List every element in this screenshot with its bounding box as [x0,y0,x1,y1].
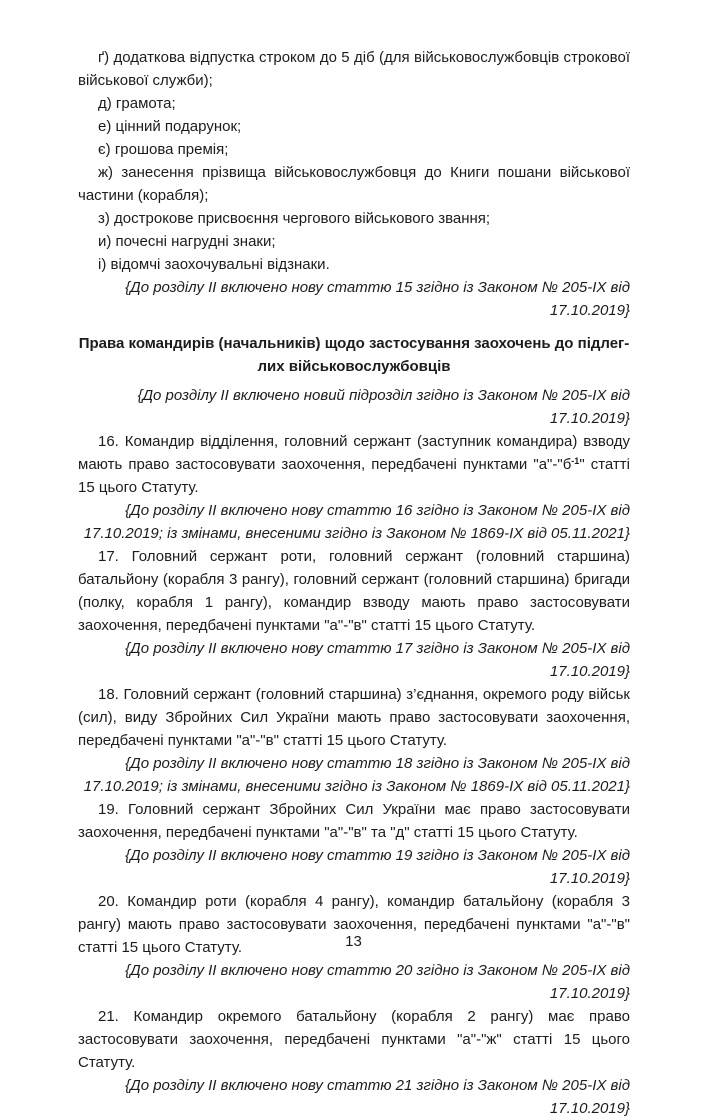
amendment-note-article-16: {До розділу II включено нову статтю 16 згідно із Законом № 205-IX від 17.10.2019; із змінами, внесеними згідно із Законом № 1869-IX від 05.11.2021} [83,502,630,542]
section-heading-line: Права командирів (начальників) щодо застосування заохочень до підлег- [78,335,630,352]
document-body [78,46,630,1120]
amendment-note-subsection: {До розділу II включено новий підрозділ згідно із Законом № 205-IX від 17.10.2019} [137,387,630,427]
statute-article-21: 21. Командир окремого батальйону (корабля 2 рангу) має право застосовувати заохочення, передбачені пунктами "а"-"ж" статті 15 цього Статуту. [78,1008,630,1071]
statute-article-18: 18. Головний сержант (головний старшина) з’єднання, окремого роду військ (сил), виду Збройних Сил України мають право застосовувати заохочення, передбачені пунктами "а"-"в" статті 15 цього Статуту. [78,686,630,749]
list-item-i: і) відомчі заохочувальні відзнаки. [98,256,330,273]
statute-article-19: 19. Головний сержант Збройних Сил України має право застосовувати заохочення, передбачені пунктами "а"-"в" та "д" статті 15 цього Статуту. [78,801,630,841]
superscript-mark: -1 [571,456,580,466]
page-number: 13 [345,933,362,950]
paragraph-text: 16. Командир відділення, головний сержант (заступник командира) взводу мають право застосовувати заохочення, передбачені пунктами "а"-"б [78,433,630,473]
amendment-note-article-17: {До розділу II включено нову статтю 17 згідно із Законом № 205-IX від 17.10.2019} [125,640,630,680]
list-item-zh: ж) занесення прізвища військовослужбовця до Книги пошани військової частини (корабля); [78,164,630,204]
list-item-g: ґ) додаткова відпустка строком до 5 діб (для військовослужбовців строкової військової служби); [78,49,630,89]
amendment-note-article-15: {До розділу II включено нову статтю 15 згідно із Законом № 205-IX від 17.10.2019} [125,279,630,319]
list-item-y: и) почесні нагрудні знаки; [98,233,276,250]
list-item-z: з) дострокове присвоєння чергового військового звання; [98,210,491,227]
statute-article-20: 20. Командир роти (корабля 4 рангу), командир батальйону (корабля 3 рангу) мають право застосовувати заохочення, передбачені пунктами "а"-"в" статті 15 цього Статуту. [78,893,630,956]
amendment-note-article-21: {До розділу II включено нову статтю 21 згідно із Законом № 205-IX від 17.10.2019} [125,1077,630,1117]
amendment-note-article-19: {До розділу II включено нову статтю 19 згідно із Законом № 205-IX від 17.10.2019} [125,847,630,887]
statute-article-16 [78,430,630,499]
list-item-e: е) цінний подарунок; [98,118,242,135]
section-heading [78,332,630,378]
amendment-note-article-20: {До розділу II включено нову статтю 20 згідно із Законом № 205-IX від 17.10.2019} [125,962,630,1002]
section-heading-line: лих військовослужбовців [257,358,451,375]
paragraph-text: " статті 15 цього Статуту. [78,456,631,496]
statute-article-17: 17. Головний сержант роти, головний сержант (головний старшина) батальйону (корабля 3 рангу), головний сержант (головний старшина) бригади (полку, корабля 1 рангу), командир взводу мають право застосовувати заохочення, передбачені пунктами "а"-"в" статті 15 цього Статуту. [78,548,630,634]
list-item-d: д) грамота; [98,95,176,112]
list-item-ye: є) грошова премія; [98,141,229,158]
amendment-note-article-18: {До розділу II включено нову статтю 18 згідно із Законом № 205-IX від 17.10.2019; із змінами, внесеними згідно із Законом № 1869-IX від 05.11.2021} [83,755,630,795]
